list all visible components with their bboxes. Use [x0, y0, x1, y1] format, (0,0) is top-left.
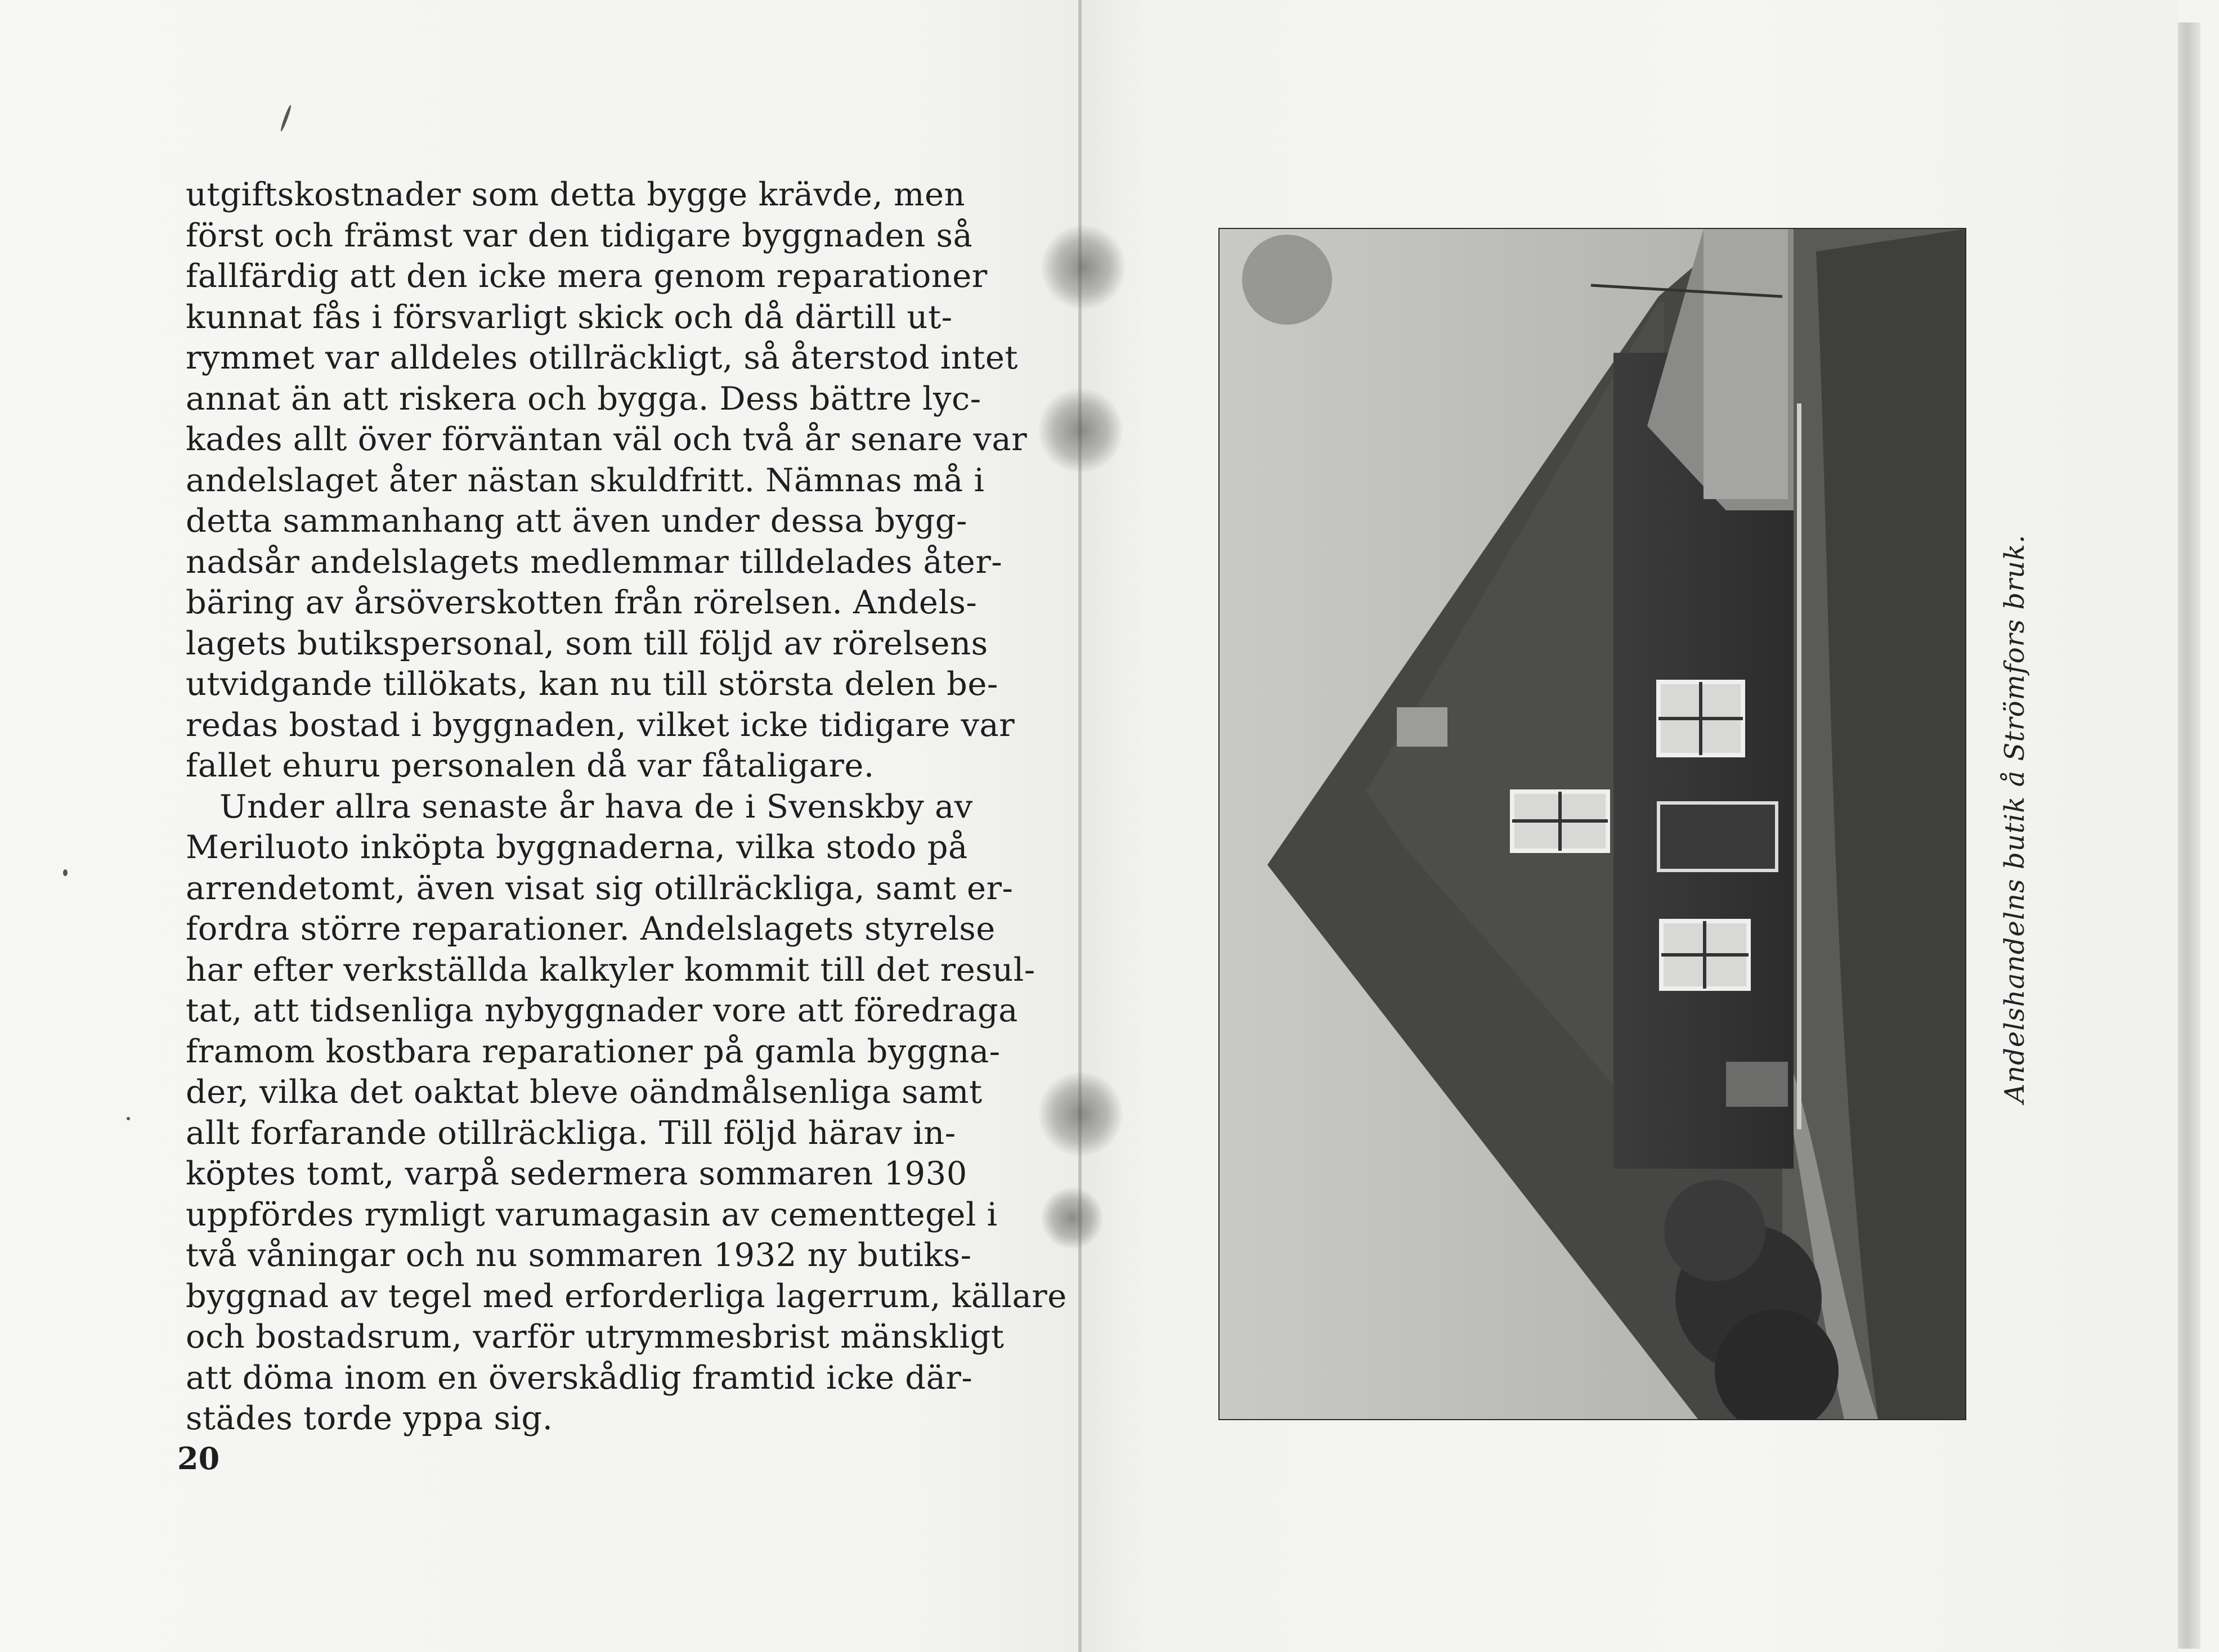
text-line: rymmet var alldeles otillräckligt, så återstod intet	[186, 339, 1018, 376]
text-line: redas bostad i byggnaden, vilket icke tidigare var	[186, 706, 1015, 744]
text-line: först och främst var den tidigare byggnaden så	[186, 216, 973, 254]
punch-hole-mark	[1041, 225, 1126, 309]
text-line: städes torde yppa sig.	[186, 1399, 553, 1437]
text-line: kunnat fås i försvarligt skick och då därtill ut-	[186, 298, 953, 336]
text-line: köptes tomt, varpå sedermera sommaren 1930	[186, 1155, 967, 1192]
photo-steps	[1726, 1062, 1788, 1107]
text-line: arrendetomt, även visat sig otillräckliga, samt er-	[186, 869, 1014, 907]
text-line: annat än att riskera och bygga. Dess bättre lyc-	[186, 379, 981, 418]
page-number: 20	[177, 1440, 220, 1476]
photo-illustration	[1220, 229, 1965, 1419]
text-line: Meriluoto inköpta byggnaderna, vilka stodo på	[186, 828, 968, 866]
photo-tree	[1242, 235, 1332, 325]
text-line: tat, att tidsenliga nybyggnader vore att föredraga	[186, 991, 1018, 1029]
text-line: byggnad av tegel med erforderliga lagerrum, källare	[186, 1277, 1067, 1315]
text-line: fallfärdig att den icke mera genom reparationer	[186, 257, 988, 295]
text-line: fallet ehuru personalen då var fåtaligare.	[186, 747, 875, 784]
text-line: utgiftskostnader som detta bygge krävde, men	[186, 176, 966, 213]
photo-door	[1658, 803, 1777, 870]
text-line: der, vilka det oaktat bleve oändmålsenliga samt	[186, 1073, 983, 1111]
photo-annex-wall	[1704, 229, 1788, 499]
text-line: två våningar och nu sommaren 1932 ny butiks-	[186, 1236, 972, 1274]
text-line: framom kostbara reparationer på gamla byggna-	[186, 1032, 1001, 1070]
ink-speck	[63, 869, 68, 876]
ink-speck	[127, 1117, 130, 1120]
text-line: andelslaget åter nästan skuldfritt. Nämnas må i	[186, 461, 985, 499]
text-line: nadsår andelslagets medlemmar tilldelades åter-	[186, 542, 1003, 581]
photo-tree	[1664, 1180, 1765, 1281]
text-line: detta sammanhang att även under dessa bygg-	[186, 502, 967, 540]
punch-hole-mark	[1038, 388, 1123, 473]
caption-text: Andelshandelns butik å Strömfors bruk.	[1999, 534, 2030, 1103]
body-text	[186, 174, 1067, 1439]
punch-hole-mark	[1038, 1072, 1123, 1156]
punch-hole-mark	[1041, 1187, 1103, 1249]
text-line: och bostadsrum, varför utrymmesbrist mänskligt	[186, 1318, 1005, 1355]
text-line: kades allt över förväntan väl och två år senare var	[186, 420, 1028, 458]
text-line: uppfördes rymligt varumagasin av cementtegel i	[186, 1195, 998, 1233]
building-photograph	[1218, 228, 1966, 1420]
text-line: Under allra senaste år hava de i Svenskby av	[219, 787, 973, 825]
text-line: fordra större reparationer. Andelslagets styrelse	[186, 910, 996, 948]
text-line: att döma inom en överskådlig framtid icke där-	[186, 1358, 973, 1397]
photo-chimney	[1397, 707, 1447, 747]
text-line: lagets butikspersonal, som till följd av rörelsens	[186, 624, 988, 662]
page-edge	[2178, 23, 2200, 1649]
text-line: har efter verkställda kalkyler kommit till det resul-	[186, 950, 1035, 989]
text-line: utvidgande tillökats, kan nu till största delen be-	[186, 665, 998, 703]
text-line: bäring av årsöverskotten från rörelsen. Andels-	[186, 583, 978, 621]
text-line: allt forfarande otillräckliga. Till följd härav in-	[186, 1114, 956, 1152]
photo-caption	[1987, 534, 2043, 1103]
